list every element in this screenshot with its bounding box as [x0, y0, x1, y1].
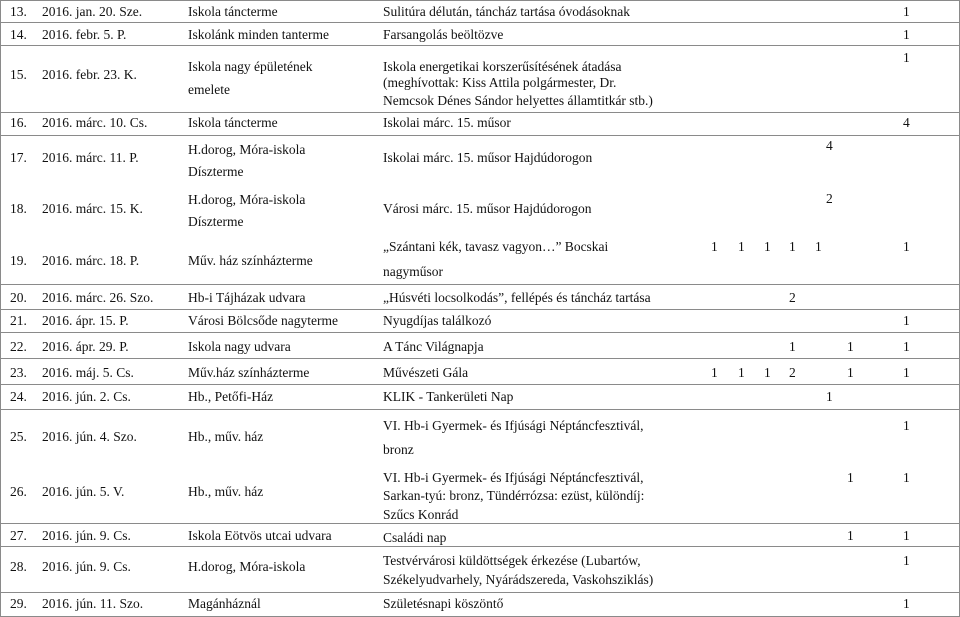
row-event: A Tánc Világnapja [383, 339, 484, 354]
row-divider [0, 45, 960, 46]
row-date: 2016. jan. 20. Sze. [42, 4, 143, 19]
row-number: 28. [10, 559, 27, 574]
row-divider [0, 0, 960, 1]
row-date: 2016. febr. 5. P. [42, 27, 127, 42]
row-venue: H.dorog, Móra-iskola [188, 142, 306, 157]
row-date: 2016. jún. 9. Cs. [42, 559, 131, 574]
row-event: Testvérvárosi küldöttségek érkezése (Lubartów, [383, 553, 641, 568]
row-event: bronz [383, 442, 414, 457]
row-count: 1 [903, 339, 910, 354]
row-date: 2016. jún. 9. Cs. [42, 528, 131, 543]
row-count: 1 [903, 27, 910, 42]
row-venue: Iskola Eötvös utcai udvara [188, 528, 332, 543]
row-count: 4 [826, 138, 833, 153]
row-count: 1 [903, 50, 910, 65]
row-number: 18. [10, 201, 27, 216]
row-event: (meghívottak: Kiss Attila polgármester, Dr. [383, 75, 617, 90]
row-divider [0, 332, 960, 333]
row-event: Iskolai márc. 15. műsor Hajdúdorogon [383, 150, 593, 165]
row-count: 1 [903, 418, 910, 433]
row-event: Művészeti Gála [383, 365, 469, 380]
row-event: Székelyudvarhely, Nyárádszereda, Vaskohsziklás) [383, 572, 654, 587]
row-divider [0, 523, 960, 524]
row-venue: Iskola nagy udvara [188, 339, 291, 354]
row-divider [0, 284, 960, 285]
row-venue: Díszterme [188, 214, 244, 229]
row-count: 1 [903, 4, 910, 19]
row-count: 1 [847, 365, 854, 380]
row-date: 2016. máj. 5. Cs. [42, 365, 134, 380]
row-number: 21. [10, 313, 27, 328]
row-venue: Iskola táncterme [188, 115, 278, 130]
row-venue: Városi Bölcsőde nagyterme [188, 313, 338, 328]
row-divider [0, 112, 960, 113]
row-venue: Műv.ház színházterme [188, 365, 310, 380]
row-count: 1 [903, 239, 910, 254]
row-event: Sarkan-tyú: bronz, Tündérrózsa: ezüst, különdíj: [383, 488, 645, 503]
row-venue: Hb-i Tájházak udvara [188, 290, 306, 305]
row-number: 16. [10, 115, 27, 130]
row-count: 1 [815, 239, 822, 254]
row-date: 2016. márc. 10. Cs. [42, 115, 148, 130]
row-divider [0, 135, 960, 136]
row-date: 2016. jún. 4. Szo. [42, 429, 137, 444]
row-event: VI. Hb-i Gyermek- és Ifjúsági Néptáncfesztivál, [383, 470, 644, 485]
row-venue: Hb., műv. ház [188, 484, 264, 499]
row-count: 1 [847, 470, 854, 485]
row-number: 24. [10, 389, 27, 404]
row-count: 1 [847, 528, 854, 543]
row-divider [0, 358, 960, 359]
row-venue: Hb., műv. ház [188, 429, 264, 444]
row-count: 1 [711, 239, 718, 254]
row-count: 1 [738, 365, 745, 380]
row-count: 1 [903, 313, 910, 328]
row-number: 15. [10, 67, 27, 82]
row-divider [0, 546, 960, 547]
row-count: 1 [711, 365, 718, 380]
row-date: 2016. márc. 11. P. [42, 150, 139, 165]
row-count: 1 [789, 339, 796, 354]
row-event: Iskolai márc. 15. műsor [383, 115, 511, 130]
row-event: „Húsvéti locsolkodás”, fellépés és táncház tartása [383, 290, 651, 305]
row-divider [0, 384, 960, 385]
row-number: 27. [10, 528, 27, 543]
row-number: 13. [10, 4, 27, 19]
row-divider [0, 592, 960, 593]
row-date: 2016. jún. 11. Szo. [42, 596, 144, 611]
row-count: 1 [903, 553, 910, 568]
row-divider [0, 22, 960, 23]
row-number: 14. [10, 27, 27, 42]
row-number: 20. [10, 290, 27, 305]
row-date: 2016. márc. 26. Szo. [42, 290, 154, 305]
row-event: Szűcs Konrád [383, 507, 459, 522]
row-count: 1 [903, 596, 910, 611]
row-venue: Díszterme [188, 164, 244, 179]
row-count: 1 [847, 339, 854, 354]
row-venue: Iskolánk minden tanterme [188, 27, 329, 42]
row-number: 26. [10, 484, 27, 499]
row-count: 2 [789, 365, 796, 380]
row-venue: H.dorog, Móra-iskola [188, 559, 306, 574]
row-event: Sulitúra délután, táncház tartása óvodásoknak [383, 4, 631, 19]
row-divider [0, 309, 960, 310]
row-date: 2016. ápr. 15. P. [42, 313, 129, 328]
column-divider [0, 0, 1, 617]
row-number: 22. [10, 339, 27, 354]
row-event: Nyugdíjas találkozó [383, 313, 492, 328]
row-count: 1 [903, 470, 910, 485]
row-event: Családi nap [383, 530, 447, 545]
row-number: 29. [10, 596, 27, 611]
row-count: 1 [764, 239, 771, 254]
row-venue: H.dorog, Móra-iskola [188, 192, 306, 207]
row-count: 1 [903, 528, 910, 543]
row-event: Iskola energetikai korszerűsítésének átadása [383, 59, 622, 74]
row-event: VI. Hb-i Gyermek- és Ifjúsági Néptáncfesztivál, [383, 418, 644, 433]
row-count: 1 [903, 365, 910, 380]
row-venue: Iskola táncterme [188, 4, 278, 19]
row-divider [0, 409, 960, 410]
row-count: 1 [764, 365, 771, 380]
row-event: nagyműsor [383, 264, 443, 279]
row-count: 4 [903, 115, 910, 130]
row-event: Nemcsok Dénes Sándor helyettes államtitkár stb.) [383, 93, 653, 108]
row-event: KLIK - Tankerületi Nap [383, 389, 514, 404]
row-event: „Szántani kék, tavasz vagyon…” Bocskai [383, 239, 609, 254]
row-date: 2016. jún. 5. V. [42, 484, 125, 499]
row-count: 1 [738, 239, 745, 254]
row-venue: Magánháznál [188, 596, 261, 611]
row-venue: Hb., Petőfi-Ház [188, 389, 274, 404]
row-date: 2016. febr. 23. K. [42, 67, 137, 82]
row-count: 1 [826, 389, 833, 404]
row-number: 23. [10, 365, 27, 380]
row-count: 2 [826, 191, 833, 206]
row-venue: Műv. ház színházterme [188, 253, 313, 268]
row-venue: Iskola nagy épületének [188, 59, 313, 74]
row-event: Farsangolás beöltözve [383, 27, 504, 42]
row-date: 2016. ápr. 29. P. [42, 339, 129, 354]
row-date: 2016. márc. 15. K. [42, 201, 143, 216]
row-venue: emelete [188, 82, 230, 97]
row-date: 2016. jún. 2. Cs. [42, 389, 131, 404]
row-number: 19. [10, 253, 27, 268]
row-count: 1 [789, 239, 796, 254]
row-count: 2 [789, 290, 796, 305]
row-number: 25. [10, 429, 27, 444]
row-date: 2016. márc. 18. P. [42, 253, 140, 268]
row-event: Városi márc. 15. műsor Hajdúdorogon [383, 201, 592, 216]
row-event: Születésnapi köszöntő [383, 596, 504, 611]
row-number: 17. [10, 150, 27, 165]
